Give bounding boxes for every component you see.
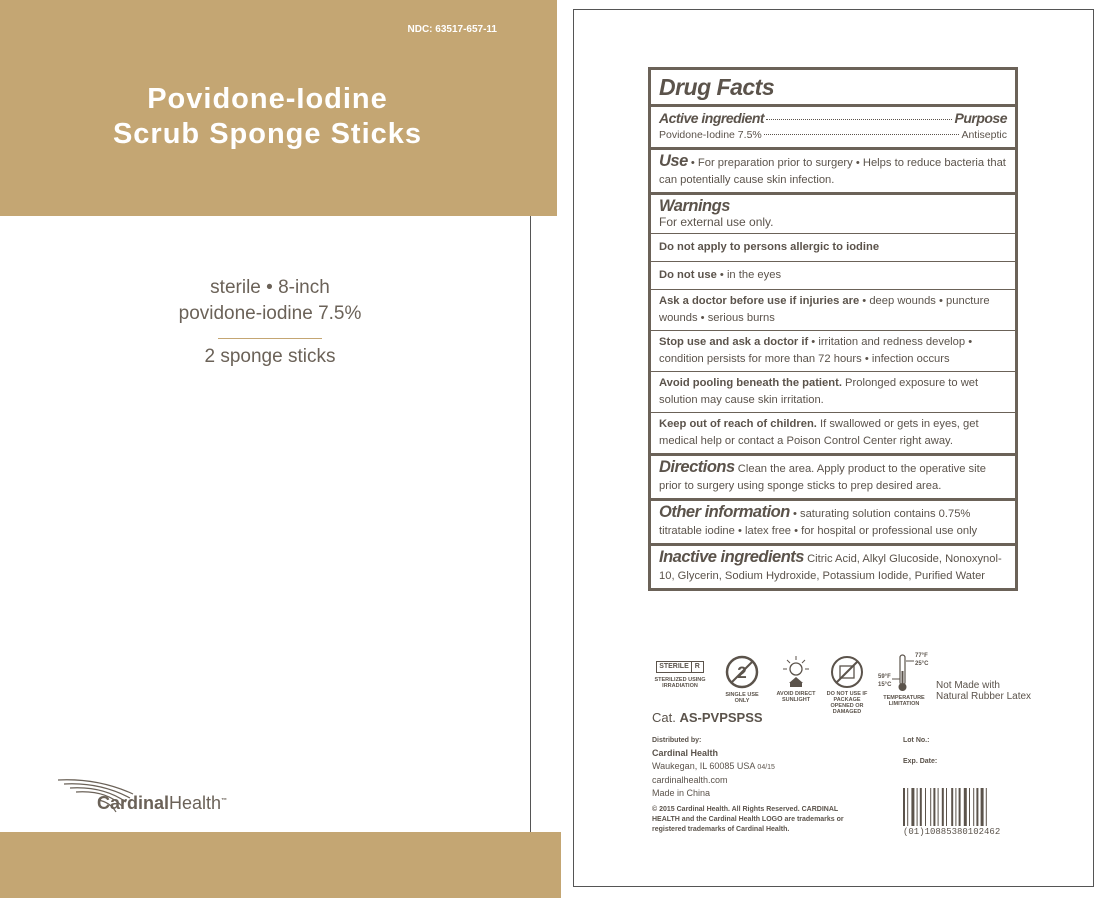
product-title (0, 82, 535, 152)
active-value-row (659, 127, 1007, 144)
latex-line-1: Not Made with (936, 680, 1000, 691)
temp-low-f: 59°F (878, 674, 891, 680)
sterile-symbol (652, 655, 708, 689)
pooling-heading: Avoid pooling beneath the patient. (659, 377, 842, 389)
ndc-code: NDC: 63517-657-11 (407, 24, 497, 35)
thermometer-icon (878, 651, 930, 695)
do-not-use-section (651, 261, 1015, 289)
sunlight-label: AVOID DIRECT SUNLIGHT (776, 691, 816, 703)
distributor-company: Cardinal Health (652, 748, 719, 758)
temp-high-f: 77°F (915, 653, 928, 659)
warnings-section (651, 192, 1015, 233)
use-section (651, 147, 1015, 192)
bottom-color-band (0, 832, 561, 898)
other-info-text: • saturating solution contains 0.75% titratable iodine • latex free • for hospital or professional use only (659, 508, 978, 537)
single-use-icon (725, 655, 759, 689)
drug-facts-title-section (651, 70, 1015, 104)
damaged-package-symbol (824, 655, 870, 715)
sunlight-symbol (774, 655, 818, 703)
active-heading-row (659, 110, 1007, 127)
drug-facts-title: Drug Facts (659, 74, 775, 100)
distributed-by-label: Distributed by: (652, 737, 702, 744)
damaged-label: DO NOT USE IF PACKAGE OPENED OR DAMAGED (826, 691, 868, 715)
damaged-package-icon (830, 655, 864, 689)
temperature-symbol (878, 651, 930, 707)
temp-low-c: 15°C (878, 682, 892, 688)
children-heading: Keep out of reach of children. (659, 418, 817, 430)
purpose-heading: Purpose (954, 110, 1007, 126)
stop-use-section (651, 330, 1015, 371)
product-subtitle-1: sterile • 8-inch (210, 277, 330, 298)
do-not-use-text: • in the eyes (716, 269, 782, 281)
warnings-text: For external use only. (659, 215, 774, 229)
dot-leader (764, 134, 960, 135)
wordmark-bold: Cardinal (97, 793, 170, 813)
warnings-heading: Warnings (659, 197, 730, 215)
inactive-text: Citric Acid, Alkyl Glucoside, Nonoxynol-10, Glycerin, Sodium Hydroxide, Potassium Iodide, Purified Water (659, 553, 1002, 582)
sterile-box-icon (656, 661, 704, 673)
cardinal-health-wordmark (97, 793, 227, 814)
allergy-text: Do not apply to persons allergic to iodine (659, 241, 880, 253)
product-subtitle-2: povidone-iodine 7.5% (178, 303, 362, 324)
other-info-section (651, 498, 1015, 543)
sterile-box-text: STERILE (657, 662, 692, 672)
distributor-block (652, 734, 775, 800)
wordmark-tm: ™ (221, 798, 228, 804)
distributor-address-line (652, 760, 775, 774)
stop-use-text: • irritation and redness develop • condition persists for more than 72 hours • infection occurs (659, 336, 973, 365)
ask-doctor-text: • deep wounds • puncture wounds • serious burns (659, 295, 990, 324)
product-title-line-2: Scrub Sponge Sticks (112, 118, 423, 150)
catalog-prefix: Cat. (652, 710, 680, 725)
ask-doctor-heading: Ask a doctor before use if injuries are (659, 295, 860, 307)
sun-icon (779, 655, 813, 689)
catalog-number (652, 710, 763, 725)
subtitle-divider (218, 338, 322, 339)
drug-facts-box (648, 67, 1018, 591)
directions-section (651, 453, 1015, 498)
use-heading: Use (659, 152, 688, 170)
do-not-use-heading: Do not use (659, 269, 717, 281)
allergy-section (651, 233, 1015, 261)
stop-use-heading: Stop use and ask a doctor if (659, 336, 809, 348)
barcode-icon (903, 788, 1009, 826)
children-text: If swallowed or gets in eyes, get medical help or contact a Poison Control Center right away. (659, 418, 979, 447)
sterile-box-r: R (694, 663, 700, 670)
inactive-section (651, 543, 1015, 588)
single-use-symbol (718, 655, 766, 704)
wordmark-regular: Health (169, 793, 222, 813)
single-use-number: 2 (737, 663, 747, 682)
active-ingredient-heading: Active ingredient (659, 110, 765, 126)
temperature-label: TEMPERATURE LIMITATION (883, 695, 925, 707)
temp-high-c: 25°C (915, 661, 929, 667)
sterile-label: STERILIZED USING IRRADIATION (654, 677, 706, 689)
distributor-address: Waukegan, IL 60085 USA (652, 761, 755, 771)
barcode-number: (01)10885380102462 (903, 827, 1001, 837)
ask-doctor-section (651, 289, 1015, 330)
single-use-label: SINGLE USE ONLY (725, 692, 759, 704)
latex-line-2: Natural Rubber Latex (936, 691, 1032, 702)
back-panel (573, 9, 1094, 887)
inactive-heading: Inactive ingredients (659, 548, 804, 566)
active-ingredient-value: Povidone-Iodine 7.5% (659, 129, 762, 141)
product-title-line-1: Povidone-Iodine (147, 83, 388, 115)
date-code: 04/15 (757, 764, 775, 771)
use-text: • For preparation prior to surgery • Helps to reduce bacteria that can potentially cause skin infection. (659, 157, 1006, 186)
children-section (651, 412, 1015, 453)
pooling-text: Prolonged exposure to wet solution may cause skin irritation. (659, 377, 979, 406)
latex-statement (936, 680, 1031, 702)
dot-leader (766, 119, 952, 120)
product-count: 2 sponge sticks (204, 346, 336, 367)
directions-text: Clean the area. Apply product to the operative site prior to surgery using sponge sticks to prep desired area. (659, 463, 986, 492)
country-of-origin: Made in China (652, 788, 711, 798)
copyright-notice: © 2015 Cardinal Health. All Rights Reserved. CARDINAL HEALTH and the Cardinal Health LOGO are trademarks or registered trademarks of Cardinal Health. (652, 806, 844, 833)
other-info-heading: Other information (659, 503, 790, 521)
pooling-section (651, 371, 1015, 412)
catalog-value: AS-PVPSPSS (679, 710, 763, 725)
purpose-value: Antiseptic (961, 129, 1007, 141)
lot-number-label: Lot No.: (903, 737, 930, 744)
distributor-website: cardinalhealth.com (652, 775, 728, 785)
directions-heading: Directions (659, 458, 735, 476)
exp-date-label: Exp. Date: (903, 758, 938, 765)
active-ingredient-section (651, 104, 1015, 147)
